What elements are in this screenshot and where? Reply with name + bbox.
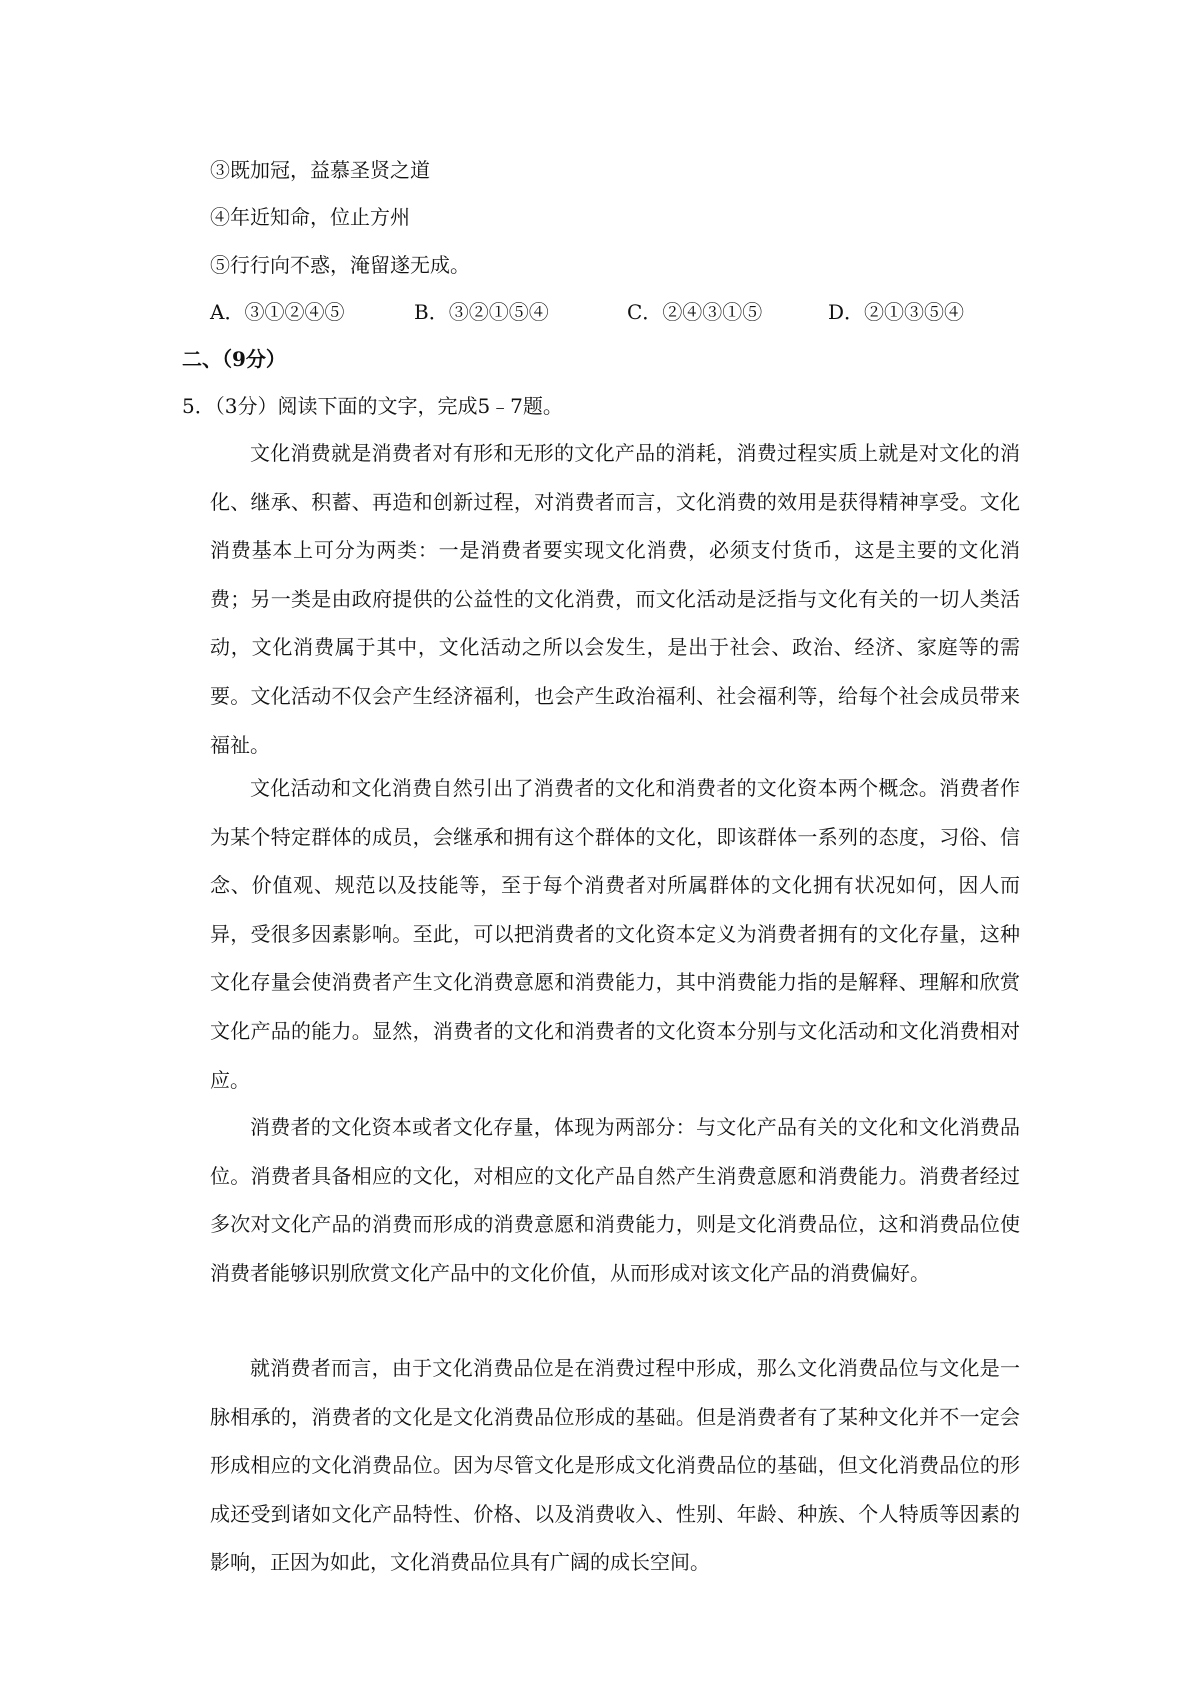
list-item-3: ③既加冠，益慕圣贤之道 — [210, 158, 430, 182]
option-b — [414, 299, 549, 325]
option-c — [627, 299, 762, 325]
paragraph-1: 文化消费就是消费者对有形和无形的文化产品的消耗，消费过程实质上就是对文化的消化、继承、积蓄、再造和创新过程，对消费者而言，文化消费的效用是获得精神享受。文化消费基本上可分为两类：一是消费者要实现文化消费，必须支付货币，这是主要的文化消费；另一类是由政府提供的公益性的文化消费，而文化活动是泛指与文化有关的一切人类活动，文化消费属于其中，文化活动之所以会发生，是出于社会、政治、经济、家庭等的需要。文化活动不仅会产生经济福利，也会产生政治福利、社会福利等，给每个社会成员带来福祉。 — [210, 441, 1020, 757]
option-a-text: ③①②④⑤ — [244, 300, 345, 324]
option-d-letter: D． — [828, 300, 865, 324]
question-prompt: 5．（3分）阅读下面的文字，完成5﹣7题。 — [182, 394, 563, 418]
section-heading: 二、（9分） — [182, 347, 286, 371]
option-c-text: ②④③①⑤ — [662, 300, 763, 324]
option-d-text: ②①③⑤④ — [864, 300, 965, 324]
answer-options — [210, 299, 1010, 325]
option-a-letter: A． — [210, 300, 245, 324]
paragraph-2: 文化活动和文化消费自然引出了消费者的文化和消费者的文化资本两个概念。消费者作为某个特定群体的成员，会继承和拥有这个群体的文化，即该群体一系列的态度，习俗、信念、价值观、规范以及技能等，至于每个消费者对所属群体的文化拥有状况如何，因人而异，受很多因素影响。至此，可以把消费者的文化资本定义为消费者拥有的文化存量，这种文化存量会使消费者产生文化消费意愿和消费能力，其中消费能力指的是解释、理解和欣赏文化产品的能力。显然，消费者的文化和消费者的文化资本分别与文化活动和文化消费相对应。 — [210, 776, 1020, 1092]
list-item-5: ⑤行行向不惑，淹留遂无成。 — [210, 253, 470, 277]
list-item-4: ④年近知命，位止方州 — [210, 205, 410, 229]
paragraph-4: 就消费者而言，由于文化消费品位是在消费过程中形成，那么文化消费品位与文化是一脉相承的，消费者的文化是文化消费品位形成的基础。但是消费者有了某种文化并不一定会形成相应的文化消费品位。因为尽管文化是形成文化消费品位的基础，但文化消费品位的形成还受到诸如文化产品特性、价格、以及消费收入、性别、年龄、种族、个人特质等因素的影响，正因为如此，文化消费品位具有广阔的成长空间。 — [210, 1356, 1020, 1575]
option-c-letter: C． — [627, 300, 663, 324]
option-b-text: ③②①⑤④ — [448, 300, 549, 324]
paragraph-3: 消费者的文化资本或者文化存量，体现为两部分：与文化产品有关的文化和文化消费品位。消费者具备相应的文化，对相应的文化产品自然产生消费意愿和消费能力。消费者经过多次对文化产品的消费而形成的消费意愿和消费能力，则是文化消费品位，这和消费品位使消费者能够识别欣赏文化产品中的文化价值，从而形成对该文化产品的消费偏好。 — [210, 1115, 1020, 1285]
option-b-letter: B． — [414, 300, 449, 324]
option-a — [210, 299, 344, 325]
option-d — [828, 299, 964, 325]
